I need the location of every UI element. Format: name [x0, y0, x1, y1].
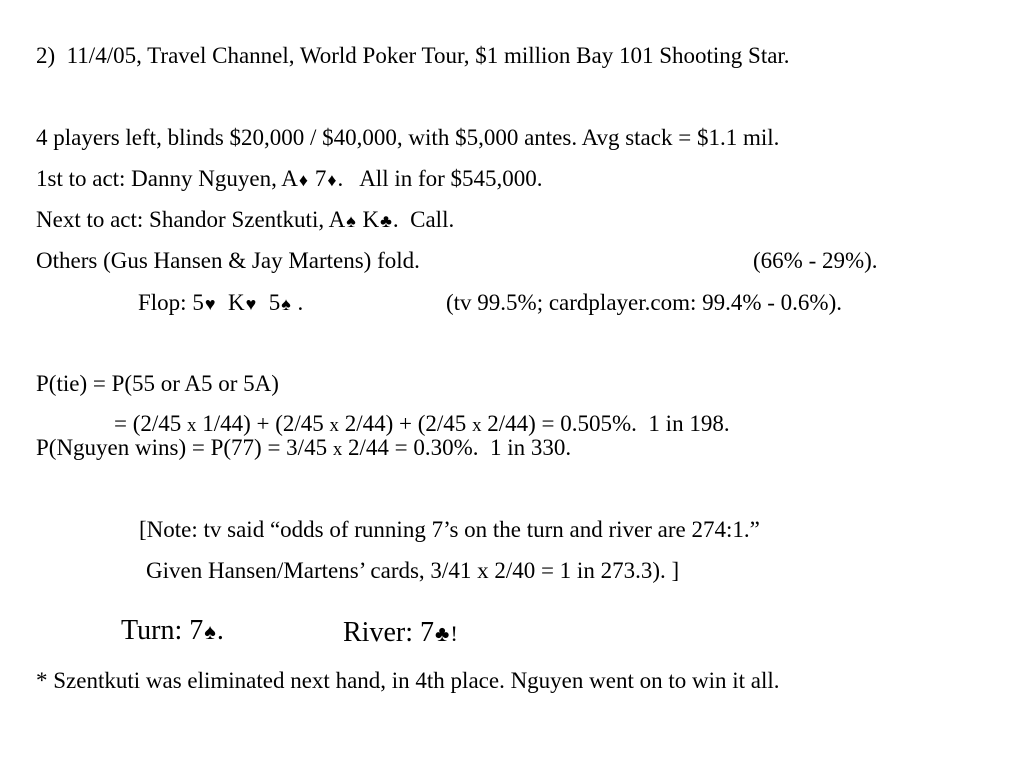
flop-prefix: Flop: 5 — [138, 290, 204, 315]
first-to-act-suffix: . All in for $545,000. — [337, 166, 543, 191]
setup-line: 4 players left, blinds $20,000 / $40,000, with $5,000 antes. Avg stack = $1.1 mil. — [36, 125, 780, 150]
p-tie-calc-d: 2/44) = 0.505%. 1 in 198. — [481, 411, 730, 436]
first-to-act-mid: 7 — [309, 166, 327, 191]
flop-mid-1: K — [216, 290, 245, 315]
preflop-odds: (66% - 29%). — [753, 248, 878, 273]
river-line — [343, 617, 458, 650]
p-win-b: 2/44 = 0.30%. 1 in 330. — [342, 435, 572, 460]
flop-odds: (tv 99.5%; cardplayer.com: 99.4% - 0.6%). — [446, 290, 842, 315]
times-symbol: x — [329, 415, 339, 436]
p-tie-calc-a: = (2/45 — [114, 411, 188, 436]
times-symbol: x — [472, 415, 482, 436]
p-win-a: P(Nguyen wins) = P(77) = 3/45 — [36, 435, 333, 460]
spade-icon: ♠ — [204, 620, 216, 644]
note-line-2: Given Hansen/Martens’ cards, 3/41 x 2/40 = 1 in 273.3). ] — [146, 558, 680, 583]
flop-line — [138, 289, 303, 318]
next-to-act-prefix: Next to act: Shandor Szentkuti, A — [36, 207, 346, 232]
times-symbol: x — [332, 439, 343, 460]
diamond-icon: ♦ — [298, 170, 309, 190]
spade-icon: ♠ — [281, 294, 291, 314]
river-prefix: River: 7 — [343, 617, 434, 648]
times-symbol: x — [187, 415, 197, 436]
flop-mid-2: 5 — [257, 290, 281, 315]
slide-title-line: 2) 11/4/05, Travel Channel, World Poker Tour, $1 million Bay 101 Shooting Star. — [36, 43, 790, 68]
river-suffix: ! — [450, 621, 458, 646]
heart-icon: ♥ — [245, 294, 257, 314]
others-fold-line: Others (Gus Hansen & Jay Martens) fold. — [36, 248, 420, 273]
next-to-act-line — [36, 206, 454, 235]
next-to-act-suffix: . Call. — [392, 207, 455, 232]
flop-suffix: . — [291, 290, 304, 315]
heart-icon: ♥ — [204, 294, 216, 314]
diamond-icon: ♦ — [327, 170, 337, 190]
first-to-act-prefix: 1st to act: Danny Nguyen, A — [36, 166, 298, 191]
next-to-act-mid: K — [356, 207, 380, 232]
club-icon: ♣ — [380, 211, 392, 231]
club-icon: ♣ — [435, 622, 450, 646]
turn-prefix: Turn: 7 — [121, 615, 204, 646]
note-line-1: [Note: tv said “odds of running 7’s on the turn and river are 274:1.” — [139, 517, 760, 542]
spade-icon: ♠ — [346, 211, 356, 231]
first-to-act-line — [36, 165, 543, 194]
p-tie-calc-b: 1/44) + (2/45 — [196, 411, 330, 436]
footnote: * Szentkuti was eliminated next hand, in 4th place. Nguyen went on to win it all. — [36, 668, 780, 693]
turn-suffix: . — [216, 615, 224, 646]
p-tie-line: P(tie) = P(55 or A5 or 5A) — [36, 371, 279, 396]
p-tie-calc-c: 2/44) + (2/45 — [338, 411, 473, 436]
p-nguyen-wins-line — [36, 434, 571, 464]
turn-line — [121, 615, 224, 648]
